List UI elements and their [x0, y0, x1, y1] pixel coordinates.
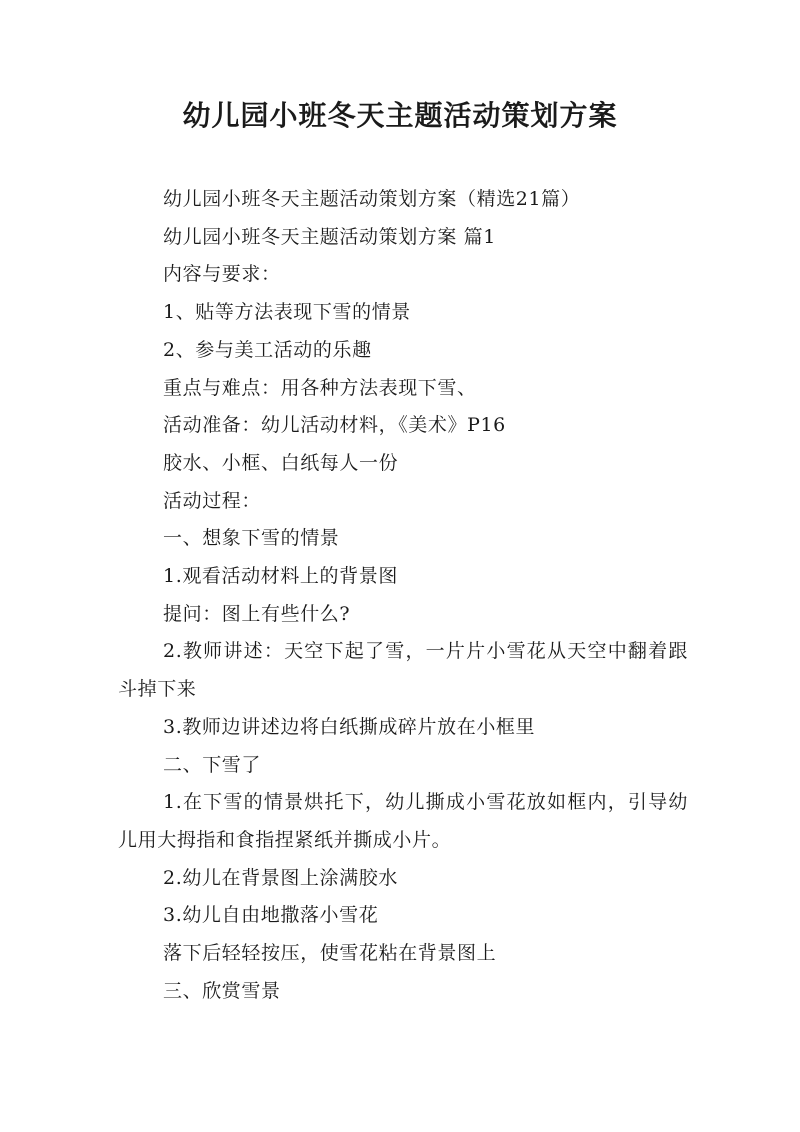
paragraph: 3.教师边讲述边将白纸撕成碎片放在小框里: [163, 715, 536, 738]
paragraph: 活动准备：幼儿活动材料，《美术》P16: [163, 414, 506, 437]
paragraph: 活动过程：: [163, 489, 262, 512]
document-body: [118, 181, 688, 1010]
paragraph: 2、参与美工活动的乐趣: [163, 338, 372, 361]
paragraph: 1、贴等方法表现下雪的情景: [163, 301, 411, 324]
paragraph: 2.幼儿在背景图上涂满胶水: [163, 866, 398, 889]
paragraph: 幼儿园小班冬天主题活动策划方案 篇1: [163, 225, 496, 248]
document-title: 幼儿园小班冬天主题活动策划方案: [182, 99, 618, 132]
paragraph: 2.教师讲述：天空下起了雪，一片片小雪花从天空中翻着跟斗掉下来: [118, 640, 688, 701]
paragraph: 提问：图上有些什么?: [163, 602, 351, 625]
paragraph: 三、欣赏雪景: [163, 979, 281, 1002]
paragraph: 重点与难点：用各种方法表现下雪、: [163, 376, 477, 399]
paragraph: 落下后轻轻按压，使雪花粘在背景图上: [163, 942, 497, 965]
paragraph: 胶水、小框、白纸每人一份: [163, 451, 399, 474]
paragraph: 二、下雪了: [163, 753, 262, 776]
paragraph: 幼儿园小班冬天主题活动策划方案（精选21篇）: [163, 188, 581, 210]
paragraph: 1.观看活动材料上的背景图: [163, 565, 398, 588]
paragraph: 内容与要求：: [163, 263, 281, 286]
paragraph: 3.幼儿自由地撒落小雪花: [163, 904, 379, 927]
paragraph: 1.在下雪的情景烘托下，幼儿撕成小雪花放如框内，引导幼儿用大拇指和食指捏紧纸并撕成小片。: [118, 791, 688, 851]
paragraph: 一、想象下雪的情景: [163, 527, 340, 550]
